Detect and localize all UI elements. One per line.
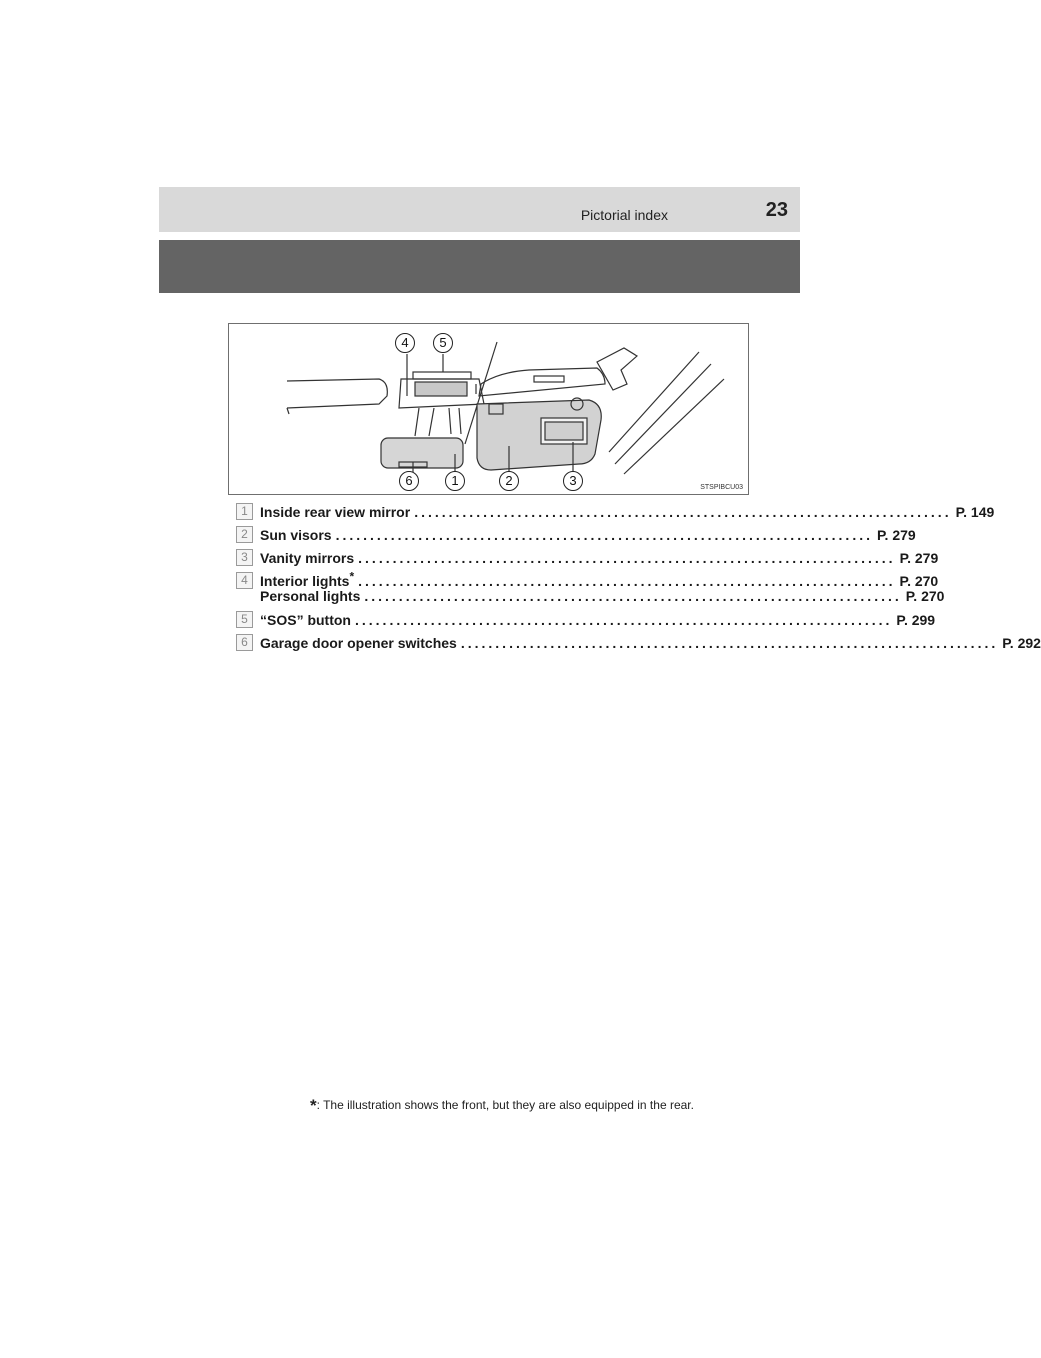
entry-number: 4 (236, 572, 253, 589)
dot-leader: .............................................................................. (358, 550, 896, 566)
index-entry[interactable] (236, 525, 916, 546)
page-number: 23 (765, 199, 788, 221)
index-entry[interactable] (236, 586, 945, 607)
page-reference[interactable]: P. 279 (899, 550, 939, 566)
section-band (159, 240, 800, 293)
interior-illustration (228, 323, 749, 495)
page-reference[interactable]: P. 270 (899, 573, 939, 589)
dot-leader: .............................................................................. (460, 635, 999, 651)
footnote-marker: * (349, 569, 355, 584)
dot-leader: .............................................................................. (358, 573, 896, 589)
page-reference[interactable]: P. 149 (955, 504, 995, 520)
footnote-marker: * (310, 1096, 317, 1115)
page-reference[interactable]: P. 292 (1002, 635, 1041, 651)
entry-number: 1 (236, 503, 253, 520)
entry-label: Personal lights (260, 588, 361, 604)
page-header (159, 187, 800, 232)
callout-2: 2 (499, 471, 519, 491)
section-title: Pictorial index (580, 207, 668, 223)
page-reference[interactable]: P. 270 (905, 588, 945, 604)
entry-label: Sun visors (260, 527, 332, 543)
dot-leader: .............................................................................. (364, 588, 902, 604)
entry-number: 2 (236, 526, 253, 543)
page-reference[interactable]: P. 279 (877, 527, 916, 543)
footnote (310, 1096, 694, 1116)
entry-number: 5 (236, 611, 253, 628)
page-reference[interactable]: P. 299 (896, 612, 936, 628)
index-list (236, 502, 1041, 651)
index-entry[interactable] (236, 610, 936, 631)
entry-number: 6 (236, 634, 253, 651)
dot-leader: .............................................................................. (414, 504, 952, 520)
dot-leader: .............................................................................. (335, 527, 873, 543)
callout-3: 3 (563, 471, 583, 491)
entry-number: 3 (236, 549, 253, 566)
callout-1: 1 (445, 471, 465, 491)
footnote-text: : The illustration shows the front, but they are also equipped in the rear. (316, 1098, 694, 1112)
entry-label-text: Interior lights (260, 573, 350, 589)
callout-5: 5 (433, 333, 453, 353)
callout-4: 4 (395, 333, 415, 353)
entry-label: “SOS” button (260, 612, 351, 628)
figure-code: STSPIBCU03 (700, 484, 743, 491)
index-entry[interactable] (236, 548, 939, 569)
entry-label: Inside rear view mirror (260, 504, 411, 520)
overhead-console-drawing (229, 324, 748, 494)
index-entry[interactable] (236, 633, 1041, 654)
dot-leader: .............................................................................. (355, 612, 893, 628)
callout-6: 6 (399, 471, 419, 491)
entry-label: Garage door opener switches (260, 635, 457, 651)
entry-label: Vanity mirrors (260, 550, 355, 566)
index-entry[interactable] (236, 502, 995, 523)
